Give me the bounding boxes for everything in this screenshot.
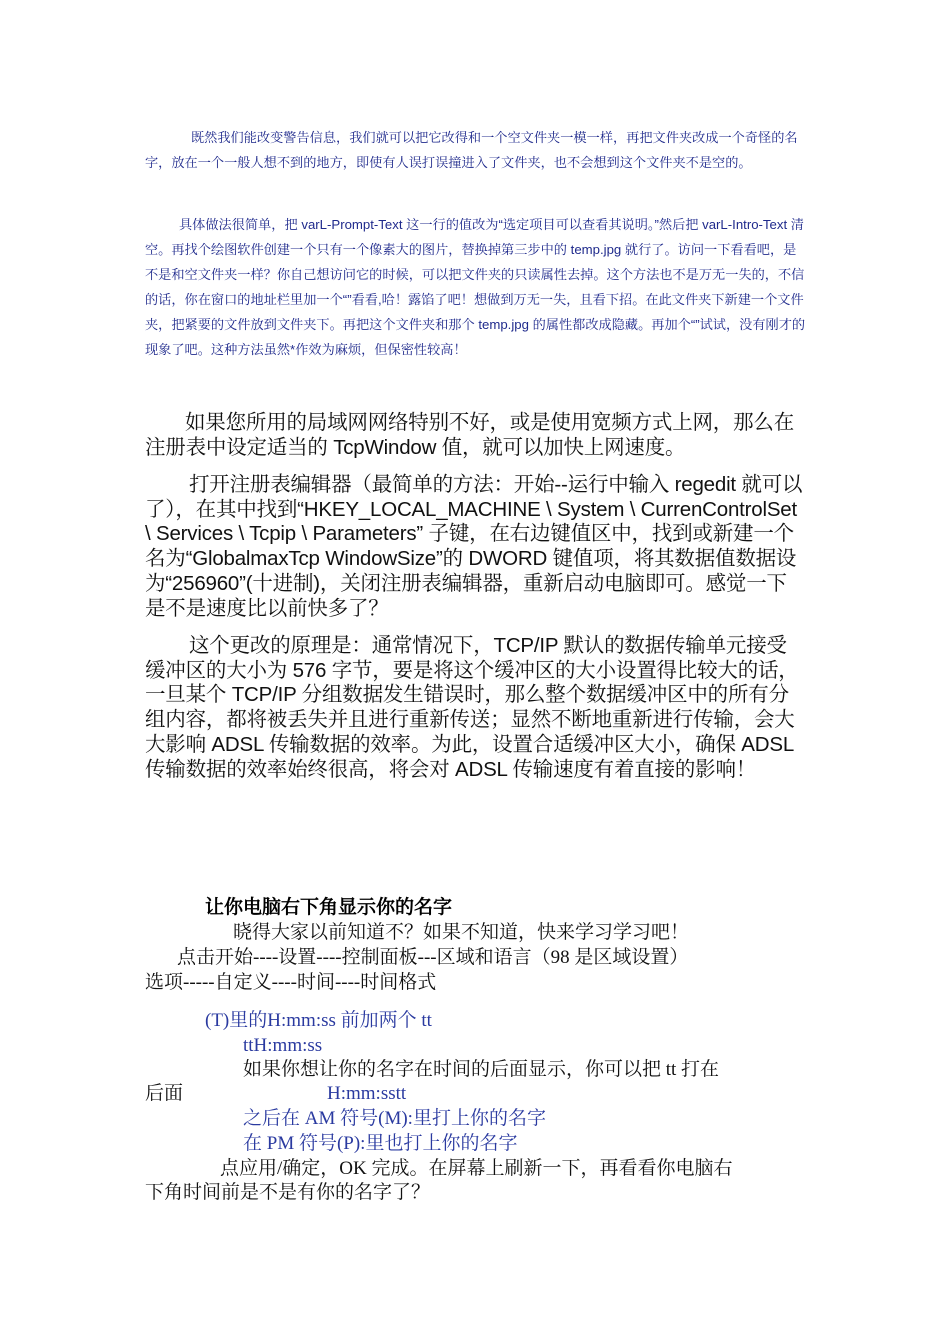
paragraph-tcpwindow-intro: 如果您所用的局域网网络特别不好，或是使用宽频方式上网，那么在注册表中设定适当的 TcpWindow 值，就可以加快上网速度。 <box>145 411 794 459</box>
step-line: 点击开始----设置----控制面板---区域和语言（98 是区域设置） <box>177 947 689 968</box>
step-line: 点应用/确定，OK 完成。在屏幕上刷新一下，再看看你电脑右 <box>220 1158 733 1179</box>
section-title: 让你电脑右下角显示你的名字 <box>205 897 453 918</box>
step-line: 之后在 AM 符号(M):里打上你的名字 <box>243 1108 546 1129</box>
step-line: 如果你想让你的名字在时间的后面显示，你可以把 tt 打在 <box>243 1059 720 1080</box>
intro-line: 晓得大家以前知道不？如果不知道，快来学习学习吧！ <box>233 922 690 943</box>
step-line: 选项-----自定义----时间----时间格式 <box>145 972 437 993</box>
step-line: 下角时间前是不是有你的名字了？ <box>145 1182 431 1203</box>
paragraph-registry-steps: 打开注册表编辑器（最简单的方法：开始--运行中输入 regedit 就可以了），在其中找到“HKEY_LOCAL_MACHINE \ System \ CurrenControlSet \ Services \ Tcpip \ Parameters” 子键，在右边键值区中，找到或新建一个名为“GlobalmaxTcp WindowSize”的 DWORD 键值项，将其数据值数据设为“256960”(十进制)，关闭注册表编辑器，重新启动电脑即可。感觉一下是不是速度比以前快多了？ <box>145 473 803 620</box>
format-example: H:mm:sstt <box>327 1083 407 1104</box>
format-example: ttH:mm:ss <box>243 1035 323 1056</box>
step-line: (T)里的H:mm:ss 前加两个 tt <box>205 1010 432 1031</box>
paragraph-folder-steps: 具体做法很简单，把 varL-Prompt-Text 这一行的值改为“选定项目可以查看其说明。”然后把 varL-Intro-Text 清空。再找个绘图软件创建一个只有一个像素大的图片，替换掉第三步中的 temp.jpg 就行了。访问一下看看吧，是不是和空文件夹一样？你自己想访问它的时候，可以把文件夹的只读属性去掉。这个方法也不是万无一失的，不信的话，你在窗口的地址栏里加一个“”看看,哈！露馅了吧！想做到万无一失，且看下招。在此文件夹下新建一个文件夹，把紧要的文件放到文件夹下。再把这个文件夹和那个 temp.jpg 的属性都改成隐藏。再加个“”试试，没有刚才的现象了吧。这种方法虽然*作效为麻烦，但保密性较高！ <box>145 217 806 357</box>
paragraph-principle: 这个更改的原理是：通常情况下，TCP/IP 默认的数据传输单元接受缓冲区的大小为 576 字节，要是将这个缓冲区的大小设置得比较大的话，一旦某个 TCP/IP 分组数据发生错误时，那么整个数据缓冲区中的所有分组内容，都将被丢失并且进行重新传送；显然不断地重新进行传输，会大大影响 ADSL 传输数据的效率。为此，设置合适缓冲区大小，确保 ADSL 传输数据的效率始终很高，将会对 ADSL 传输速度有着直接的影响！ <box>145 634 799 781</box>
step-line: 在 PM 符号(P):里也打上你的名字 <box>243 1133 518 1154</box>
paragraph-folder-disguise: 既然我们能改变警告信息，我们就可以把它改得和一个空文件夹一模一样，再把文件夹改成一个奇怪的名字，放在一个一般人想不到的地方，即使有人误打误撞进入了文件夹，也不会想到这个文件夹不是空的。 <box>145 130 798 170</box>
step-line: 后面 <box>145 1083 184 1104</box>
